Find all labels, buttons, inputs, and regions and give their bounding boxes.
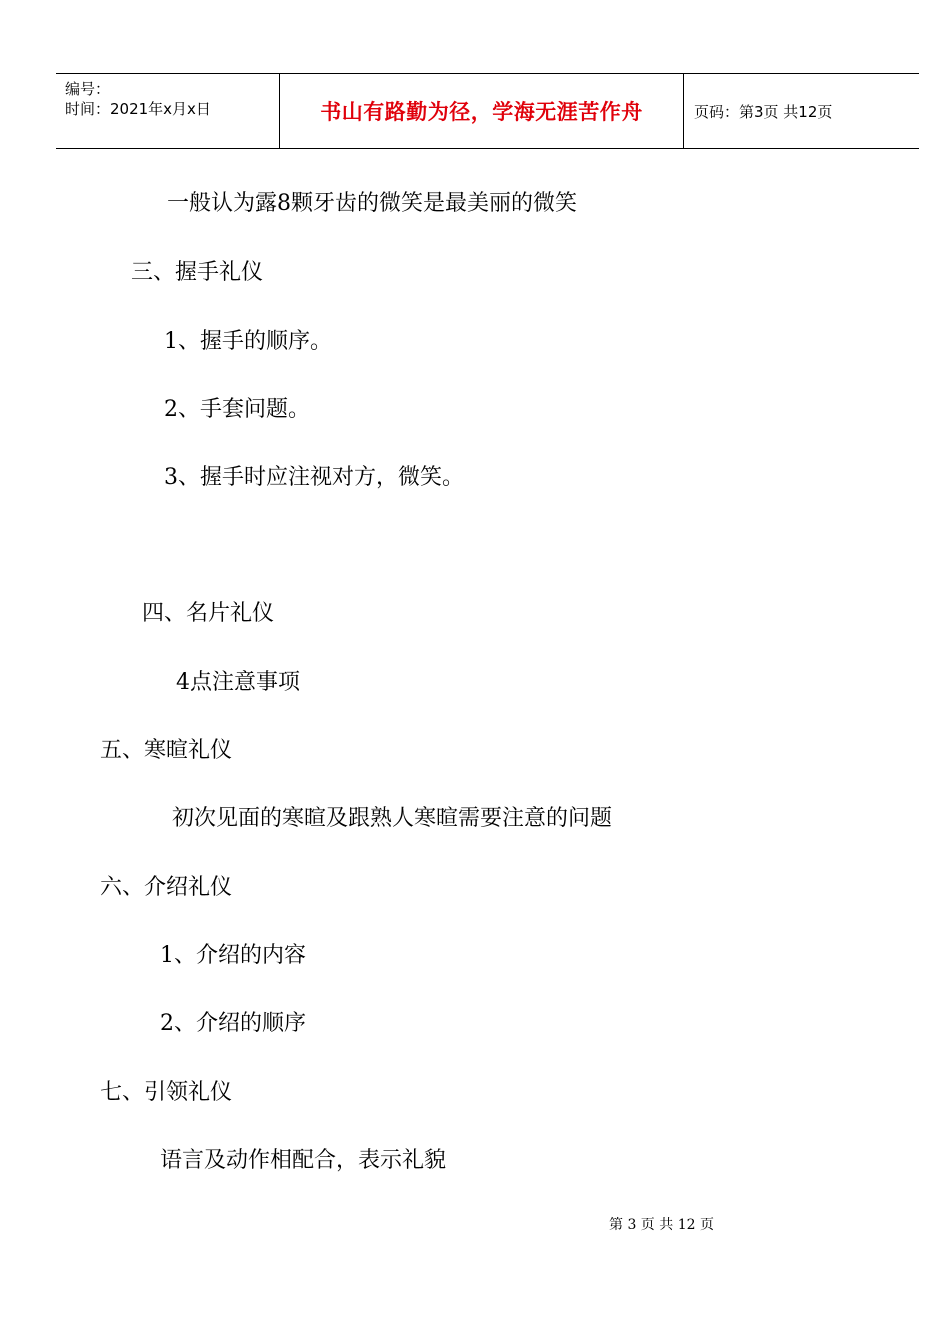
- list-item-handshake-order: 1、握手的顺序。: [164, 329, 332, 354]
- section-heading-handshake: 三、握手礼仪: [131, 260, 264, 285]
- header-page-cell: [684, 74, 919, 148]
- section-heading-greeting: 五、寒暄礼仪: [100, 738, 233, 763]
- document-header: [56, 73, 919, 149]
- list-item-eye-contact: 3、握手时应注视对方，微笑。: [164, 465, 464, 490]
- time-label: 时间：2021年x月x日: [65, 100, 211, 118]
- body-line-card-notes: 4点注意事项: [176, 670, 300, 695]
- page-footer: 第 3 页 共 12 页: [609, 1217, 714, 1233]
- body-line-greeting: 初次见面的寒暄及跟熟人寒暄需要注意的问题: [172, 806, 613, 831]
- section-heading-business-card: 四、名片礼仪: [142, 601, 275, 626]
- list-item-intro-content: 1、介绍的内容: [160, 943, 306, 968]
- section-heading-introduction: 六、介绍礼仪: [100, 875, 233, 900]
- body-line-guiding: 语言及动作相配合，表示礼貌: [160, 1148, 447, 1173]
- section-heading-guiding: 七、引领礼仪: [100, 1080, 233, 1105]
- body-line-smile: 一般认为露8颗牙齿的微笑是最美丽的微笑: [167, 191, 577, 216]
- motto-text: 书山有路勤为径，学海无涯苦作舟: [320, 100, 643, 124]
- header-motto-cell: [280, 74, 684, 148]
- header-meta-cell: [56, 74, 280, 148]
- serial-number-label: 编号：: [65, 80, 111, 98]
- page-number-label: 页码：第3页 共12页: [694, 102, 833, 121]
- list-item-gloves: 2、手套问题。: [164, 397, 310, 422]
- list-item-intro-order: 2、介绍的顺序: [160, 1011, 306, 1036]
